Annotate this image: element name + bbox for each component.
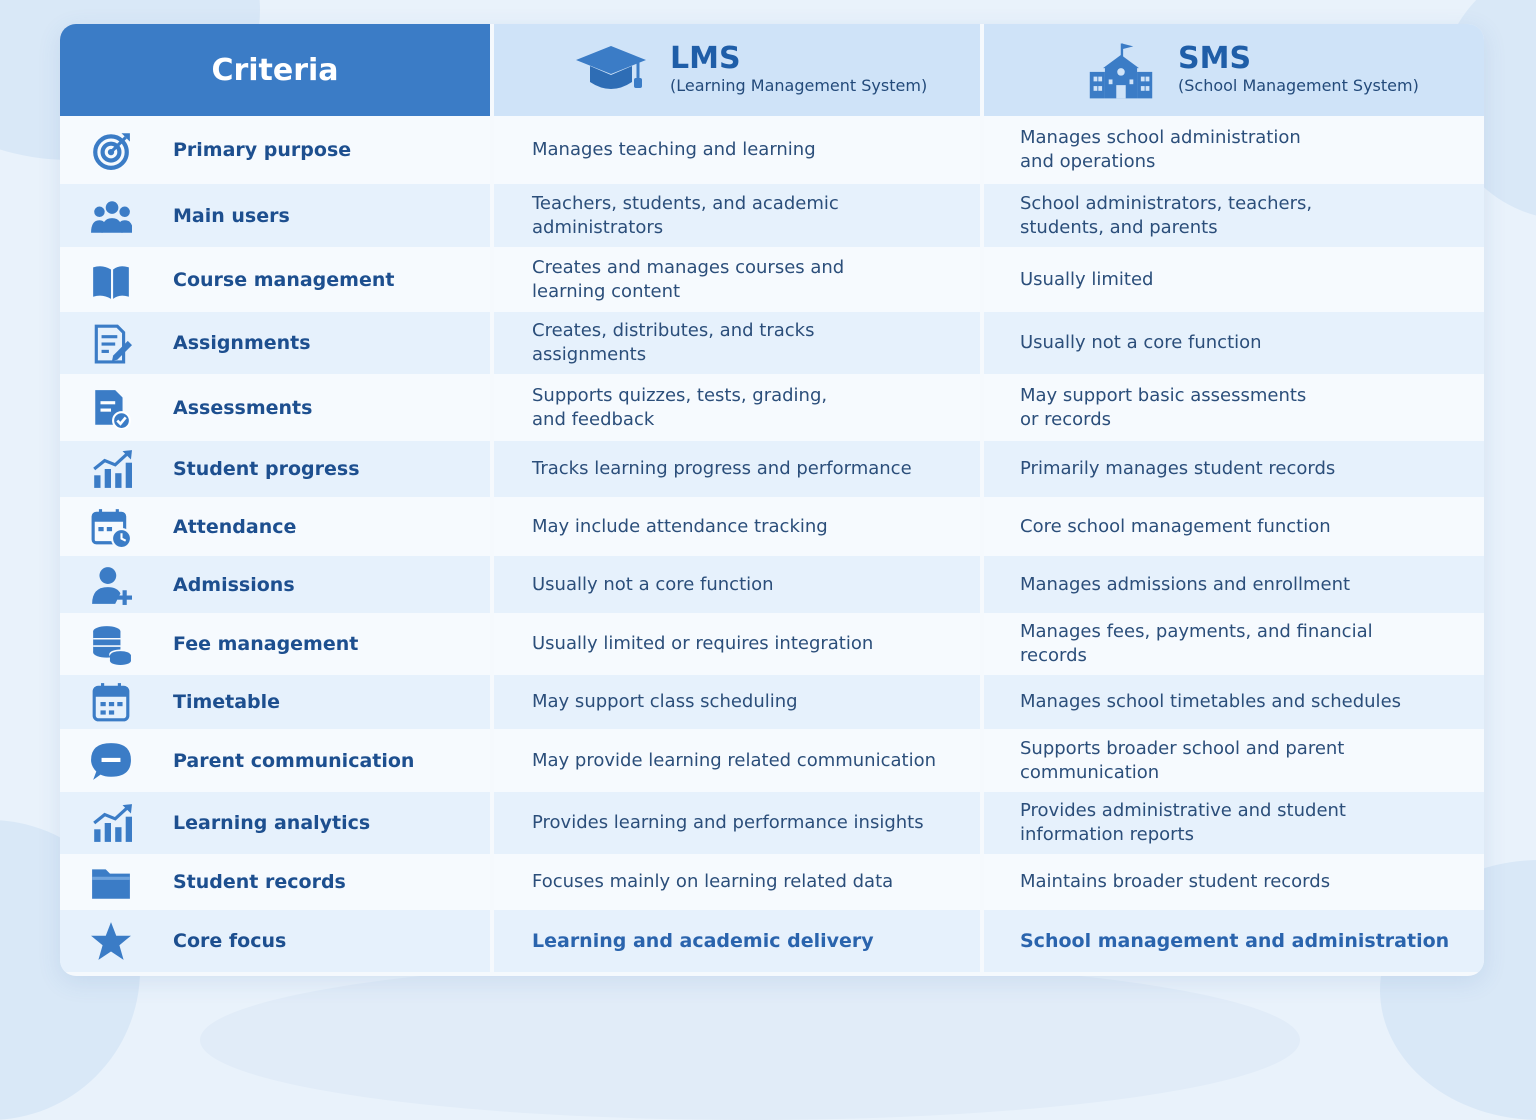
criteria-label: Student progress	[173, 458, 360, 480]
lms-value: Manages teaching and learning	[532, 139, 816, 160]
criteria-label: Attendance	[173, 515, 297, 538]
lms-cell	[494, 441, 980, 497]
lms-cell	[494, 854, 980, 910]
sms-cell	[984, 497, 1484, 556]
criteria-cell	[60, 497, 490, 556]
sms-cell	[984, 441, 1484, 497]
table-row	[60, 116, 1484, 184]
criteria-label: Assessments	[173, 396, 313, 419]
lms-cell	[494, 247, 980, 312]
criteria-cell	[60, 910, 490, 972]
criteria-cell	[60, 854, 490, 910]
table-row	[60, 374, 1484, 441]
criteria-label: Core focus	[173, 930, 287, 952]
criteria-label: Main users	[173, 204, 290, 227]
sms-cell	[984, 374, 1484, 441]
sms-cell	[984, 556, 1484, 613]
sms-value: Core school management function	[1020, 515, 1331, 537]
lms-cell	[494, 729, 980, 792]
sms-value: Manages school administration and operations	[1020, 127, 1301, 172]
criteria-cell	[60, 116, 490, 184]
sms-value: Provides administrative and student information reports	[1020, 800, 1346, 845]
criteria-label: Fee management	[173, 633, 359, 655]
sms-header	[984, 24, 1484, 116]
lms-value: Learning and academic delivery	[532, 930, 874, 952]
sms-cell	[984, 312, 1484, 374]
criteria-cell	[60, 374, 490, 441]
criteria-cell	[60, 247, 490, 312]
table-row	[60, 910, 1484, 972]
lms-cell	[494, 910, 980, 972]
sms-value: Manages school timetables and schedules	[1020, 691, 1402, 712]
criteria-cell	[60, 613, 490, 675]
sms-cell	[984, 184, 1484, 247]
sms-title: SMS	[1178, 41, 1252, 76]
criteria-label: Student records	[173, 871, 346, 893]
lms-value: Supports quizzes, tests, grading, and feedback	[532, 384, 828, 430]
table-row	[60, 441, 1484, 497]
sms-cell	[984, 675, 1484, 729]
lms-cell	[494, 556, 980, 613]
lms-title: LMS	[670, 41, 741, 76]
document-check-icon	[88, 385, 134, 431]
calendar-icon	[88, 679, 134, 725]
criteria-label: Timetable	[173, 691, 281, 713]
lms-value: May support class scheduling	[532, 691, 798, 712]
sms-value: School administrators, teachers, students, and parents	[1020, 192, 1313, 238]
table-row	[60, 792, 1484, 854]
criteria-cell	[60, 184, 490, 247]
chat-bubble-icon	[88, 738, 134, 784]
table-row	[60, 497, 1484, 556]
criteria-label: Parent communication	[173, 749, 415, 772]
sms-value: Primarily manages student records	[1020, 458, 1336, 479]
lms-value: Teachers, students, and academic administrators	[532, 192, 839, 238]
criteria-label: Assignments	[173, 332, 311, 354]
sms-cell	[984, 729, 1484, 792]
criteria-cell	[60, 556, 490, 613]
folder-icon	[88, 859, 134, 905]
criteria-cell	[60, 675, 490, 729]
lms-cell	[494, 675, 980, 729]
lms-header	[494, 24, 980, 116]
sms-cell	[984, 116, 1484, 184]
sms-value: May support basic assessments or records	[1020, 384, 1307, 430]
table-row	[60, 184, 1484, 247]
table-row	[60, 854, 1484, 910]
table-row	[60, 729, 1484, 792]
lms-cell	[494, 312, 980, 374]
sms-value: Manages admissions and enrollment	[1020, 573, 1351, 595]
lms-cell	[494, 613, 980, 675]
sms-cell	[984, 613, 1484, 675]
sms-cell	[984, 854, 1484, 910]
add-user-icon	[88, 562, 134, 608]
lms-value: Tracks learning progress and performance	[532, 458, 912, 479]
sms-cell	[984, 247, 1484, 312]
lms-value: Creates, distributes, and tracks assignments	[532, 320, 815, 365]
sms-subtitle: (School Management System)	[1178, 76, 1419, 95]
criteria-cell	[60, 729, 490, 792]
lms-value: Usually not a core function	[532, 573, 774, 595]
lms-cell	[494, 792, 980, 854]
table-row	[60, 675, 1484, 729]
comparison-table	[60, 24, 1484, 976]
users-icon	[88, 193, 134, 239]
school-building-icon	[1086, 39, 1156, 101]
sms-value: Usually limited	[1020, 268, 1154, 290]
sms-cell	[984, 792, 1484, 854]
graduation-cap-icon	[574, 40, 648, 100]
criteria-cell	[60, 792, 490, 854]
lms-cell	[494, 374, 980, 441]
lms-cell	[494, 116, 980, 184]
growth-chart-icon	[88, 446, 134, 492]
lms-cell	[494, 184, 980, 247]
lms-value: Creates and manages courses and learning content	[532, 256, 845, 302]
lms-cell	[494, 497, 980, 556]
table-row	[60, 613, 1484, 675]
table-row	[60, 247, 1484, 312]
calendar-clock-icon	[88, 504, 134, 550]
criteria-label: Admissions	[173, 573, 295, 596]
sms-value: School management and administration	[1020, 930, 1450, 952]
criteria-header-label: Criteria	[211, 52, 339, 88]
book-icon	[88, 257, 134, 303]
sms-cell	[984, 910, 1484, 972]
sms-value: Manages fees, payments, and financial records	[1020, 621, 1373, 666]
sms-value: Supports broader school and parent communication	[1020, 737, 1345, 783]
criteria-label: Course management	[173, 268, 395, 291]
lms-subtitle: (Learning Management System)	[670, 76, 928, 95]
lms-value: Focuses mainly on learning related data	[532, 871, 894, 892]
criteria-header	[60, 24, 490, 116]
criteria-label: Learning analytics	[173, 812, 371, 834]
criteria-cell	[60, 441, 490, 497]
analytics-chart-icon	[88, 800, 134, 846]
criteria-cell	[60, 312, 490, 374]
target-icon	[88, 127, 134, 173]
table-row	[60, 556, 1484, 613]
lms-value: Provides learning and performance insights	[532, 812, 924, 833]
edit-document-icon	[88, 320, 134, 366]
sms-value: Maintains broader student records	[1020, 871, 1331, 892]
sms-value: Usually not a core function	[1020, 332, 1262, 353]
table-row	[60, 312, 1484, 374]
lms-value: May include attendance tracking	[532, 515, 828, 537]
background-blob	[200, 960, 1300, 1120]
criteria-label: Primary purpose	[173, 139, 352, 161]
lms-value: Usually limited or requires integration	[532, 633, 874, 654]
coins-icon	[88, 621, 134, 667]
star-icon	[88, 918, 134, 964]
lms-value: May provide learning related communication	[532, 749, 936, 771]
